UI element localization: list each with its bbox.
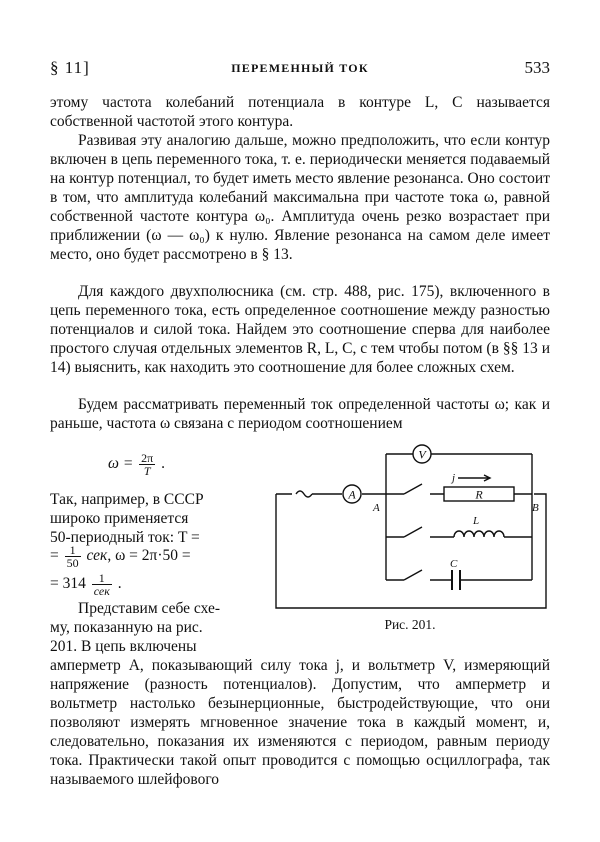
inductor-icon	[454, 531, 504, 537]
paragraph-7: амперметр A, показывающий силу тока j, и вольтметр V, измеряющий напряжение (разность потенциалов). Допустим, что амперметр и вольтметр настолько безынерционные, быстродействующие, что они позволяют измерять мгновенное значение тока в каждый момент, и, следовательно, показания их изменяются с периодом, равным периоду тока. Практически такой опыт проводится с помощью осциллографа, так называемого шлейфового	[50, 657, 550, 788]
period-prefix: =	[50, 547, 59, 565]
inductor-label: L	[473, 515, 480, 527]
omega-end: .	[161, 455, 165, 473]
p6-line-3: 201. В цепь включены	[50, 638, 197, 655]
period-fraction	[65, 544, 81, 569]
omega-fraction	[139, 452, 155, 477]
page-header	[50, 58, 550, 80]
value-end: .	[117, 575, 122, 593]
value-prefix: = 314	[50, 575, 86, 593]
capacitor-icon	[452, 570, 460, 590]
circuit-diagram	[268, 440, 552, 616]
outer-wire	[276, 494, 546, 608]
left-bus	[374, 454, 386, 580]
current-label: j	[452, 472, 456, 484]
value-fraction	[92, 572, 112, 597]
node-b-label: B	[532, 502, 539, 514]
period-formula	[50, 544, 191, 569]
running-title: ПЕРЕМЕННЫЙ ТОК	[231, 61, 369, 75]
omega-numerator: 2π	[141, 451, 154, 465]
figure-caption: Рис. 201.	[384, 617, 436, 632]
p5-line-1: Так, например, в СССР	[50, 491, 204, 508]
current-arrow-icon	[458, 475, 490, 481]
resistor-label: R	[475, 487, 483, 502]
p6-line-2: му, показанную на рис.	[50, 619, 203, 636]
paragraph-5	[50, 490, 262, 547]
capacitor-label: C	[450, 558, 458, 570]
paragraph-3: Для каждого двухполюсника (см. стр. 488, рис. 175), включенного в цепь переменного тока, есть определенное соотношение между разностью потенциалов и силой тока. Найдем это соотношение сперва для наиболее простого случая отдельных элементов R, L, C, с тем чтобы потом (в §§ 13 и 14) выяснить, как находить это соотношение для более сложных схем.	[50, 283, 550, 376]
node-a-label: A	[373, 502, 380, 514]
value-numerator: 1	[92, 572, 112, 585]
paragraph-2: Развивая эту аналогию дальше, можно предположить, что если контур включен в цепь переменного тока, т. е. периодически меняется подаваемый на контур потенциал, то будет иметь место явление резонанса. Оно состоит в том, что амплитуда колебаний максимальна при частоте тока ω, равной собственной частоте контура ω₀. Амплитуда очень резко возрастает при приближении (ω — ω₀) к нулю. Явление резонанса на самом деле имеет место, оно будет рассмотрено в § 13.	[50, 132, 550, 263]
omega-lhs: ω =	[108, 455, 134, 473]
value-formula	[50, 572, 122, 597]
omega-denominator: T	[143, 464, 151, 478]
period-unit: сек	[86, 547, 108, 565]
p5-line-2: широко применяется	[50, 510, 189, 527]
voltmeter-label: V	[418, 447, 426, 462]
inductor-wire	[386, 527, 532, 537]
section-ref: § 11]	[50, 58, 90, 77]
period-denominator: 50	[66, 556, 79, 570]
resistor-wire	[386, 484, 532, 494]
value-denominator: сек	[93, 584, 110, 598]
omega-formula	[108, 452, 165, 477]
paragraph-1: этому частота колебаний потенциала в контуре L, C называется собственной частотой этого контура.	[50, 94, 550, 130]
paragraph-6	[50, 599, 262, 656]
ac-source-icon	[296, 491, 312, 497]
p5-line-3: 50-периодный ток: T =	[50, 529, 200, 546]
page-number: 533	[524, 58, 550, 77]
period-rest: , ω = 2π·50 =	[107, 547, 191, 565]
period-numerator: 1	[65, 544, 81, 557]
ammeter-label: A	[348, 487, 356, 502]
p6-line-1: Представим себе схе-	[78, 600, 220, 617]
paragraph-4: Будем рассматривать переменный ток определенной частоты ω; как и раньше, частота ω связана с периодом соотношением	[50, 396, 550, 432]
